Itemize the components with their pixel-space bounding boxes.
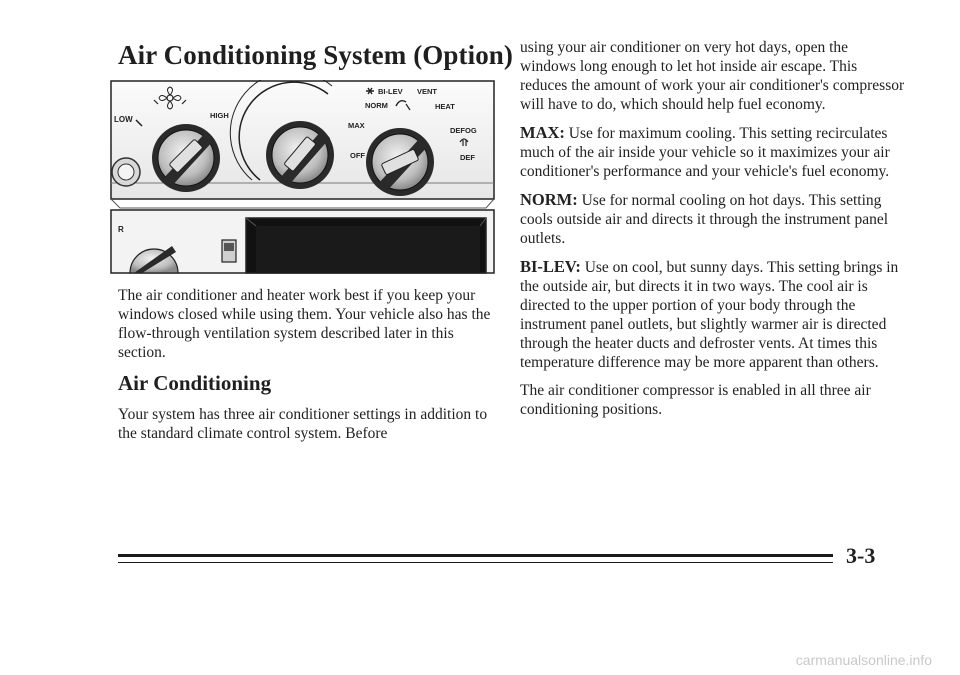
page-number: 3-3	[846, 543, 876, 568]
right-column	[520, 38, 905, 428]
norm-description: Use for normal cooling on hot days. This setting cools outside air and directs it through the instrument panel outlets.	[520, 192, 889, 247]
max-description: Use for maximum cooling. This setting recirculates much of the air inside your vehicle so it maximizes your air conditioner's performance and your vehicle's fuel economy.	[520, 125, 890, 180]
compressor-paragraph: The air conditioner compressor is enabled in all three air conditioning positions.	[520, 382, 871, 418]
fan-speed-knob[interactable]	[152, 124, 220, 192]
bilev-term: BI-LEV:	[520, 257, 581, 276]
radio-display-screen	[246, 218, 486, 273]
left-column	[118, 286, 496, 452]
mode-selector-knob[interactable]	[366, 128, 434, 196]
fan-high-label: HIGH	[210, 111, 229, 120]
footer-rule-thick	[118, 554, 833, 557]
mode-off-label: OFF	[350, 151, 365, 160]
mode-norm-label: NORM	[365, 101, 388, 110]
mode-bilev-label: BI-LEV	[378, 87, 403, 96]
rear-defrost-label: R	[118, 225, 124, 234]
recirculation-button[interactable]	[112, 158, 140, 186]
settings-intro-paragraph: Your system has three air conditioner settings in addition to the standard climate control system. Before	[118, 406, 488, 442]
norm-setting-paragraph	[520, 190, 905, 248]
max-term: MAX:	[520, 123, 565, 142]
climate-control-illustration	[110, 80, 495, 274]
bilev-setting-paragraph	[520, 257, 905, 372]
continuation-paragraph: using your air conditioner on very hot days, open the windows long enough to let hot inside air escape. This reduces the amount of work your air conditioner's compressor will have to do, which should help fuel economy.	[520, 39, 905, 113]
mode-vent-label: VENT	[417, 87, 438, 96]
mode-heat-label: HEAT	[435, 102, 455, 111]
mode-def-label: DEF	[460, 153, 475, 162]
climate-panel-drawing	[110, 80, 495, 274]
watermark-text: carmanualsonline.info	[795, 652, 932, 668]
intro-paragraph: The air conditioner and heater work best if you keep your windows closed while using them. Your vehicle also has the flow-through ventilation system described later in this section.	[118, 287, 491, 361]
mode-defog-label: DEFOG	[450, 126, 477, 135]
max-setting-paragraph	[520, 123, 905, 181]
norm-term: NORM:	[520, 190, 578, 209]
section-heading: Air Conditioning	[118, 371, 272, 395]
small-switch-button[interactable]	[222, 240, 236, 262]
page-title: Air Conditioning System (Option)	[118, 40, 514, 70]
mode-max-label: MAX	[348, 121, 365, 130]
fan-low-label: LOW	[114, 115, 133, 124]
footer-rule-thin	[118, 562, 833, 563]
bilev-description: Use on cool, but sunny days. This setting brings in the outside air, but directs it in two ways. The cool air is directed to the upper portion of your body through the instrument panel outlets, but slightly warmer air is directed through the heater ducts and defroster vents. At times this temperature difference may be more apparent than others.	[520, 259, 899, 371]
